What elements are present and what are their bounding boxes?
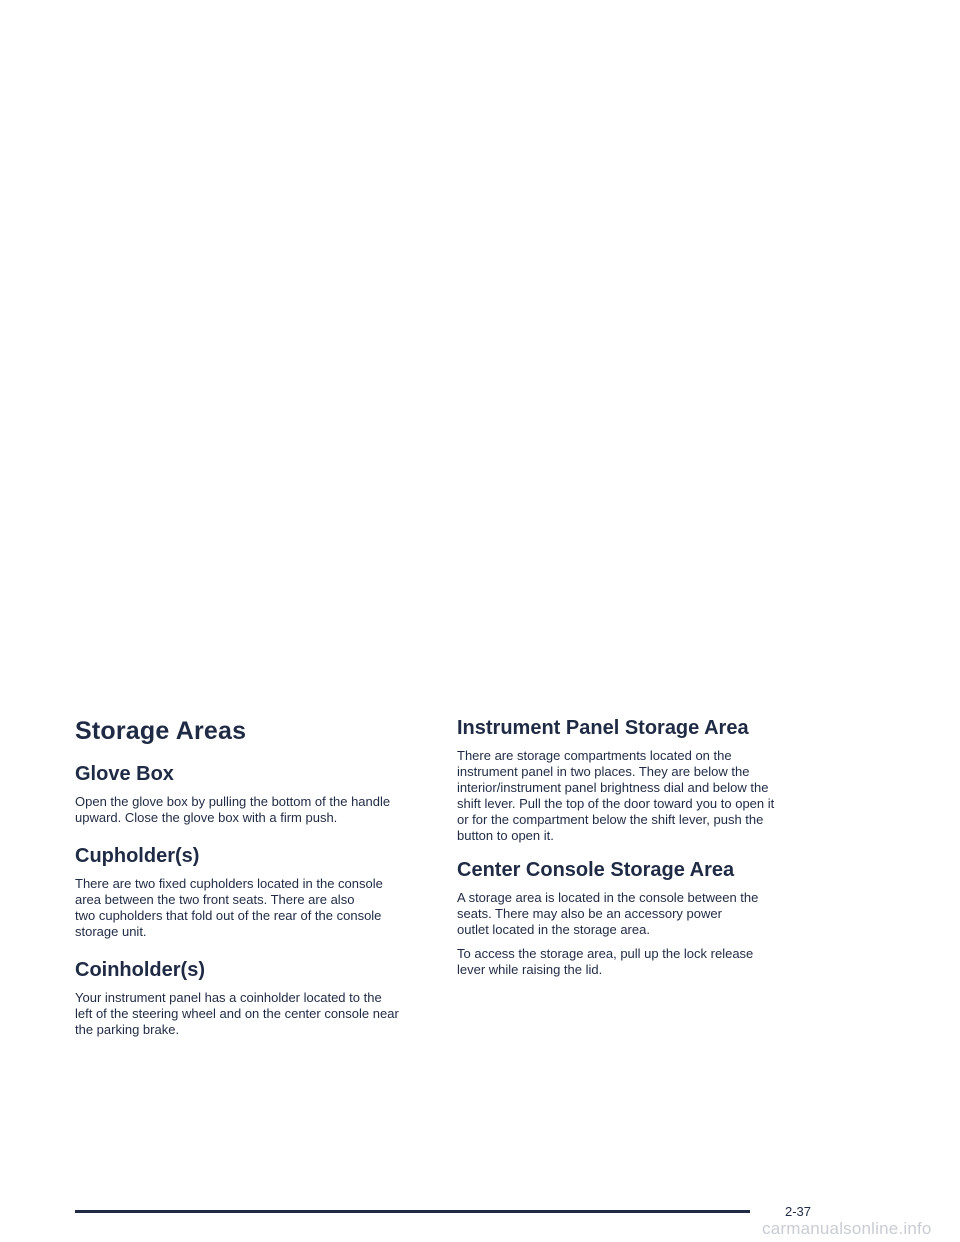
right-column <box>457 716 825 992</box>
section-heading: Center Console Storage Area <box>457 859 735 881</box>
section-paragraph: A storage area is located in the console between the seats. There may also be an accessory power outlet located in the storage area. <box>457 890 759 937</box>
page-number: 2-37 <box>785 1204 812 1219</box>
section-instrument-panel-storage <box>457 716 825 844</box>
footer-rule <box>75 1210 750 1213</box>
watermark: carmanualsonline.info <box>762 1219 932 1238</box>
section-heading: Glove Box <box>75 763 174 785</box>
page-title: Storage Areas <box>75 717 247 745</box>
section-paragraph: There are storage compartments located on the instrument panel in two places. They are below the interior/instrument panel brightness dial and below the shift lever. Pull the top of the door toward you to open it or for the compartment below the shift lever, push the button to open it. <box>457 748 775 843</box>
section-heading: Coinholder(s) <box>75 959 205 981</box>
section-glove-box <box>75 762 437 826</box>
section-paragraph: Your instrument panel has a coinholder located to the left of the steering wheel and on the center console near the parking brake. <box>75 990 399 1037</box>
section-heading: Cupholder(s) <box>75 845 200 867</box>
section-cupholders <box>75 844 437 940</box>
section-paragraph: To access the storage area, pull up the lock release lever while raising the lid. <box>457 946 754 977</box>
section-coinholders <box>75 958 437 1038</box>
section-paragraph: Open the glove box by pulling the bottom of the handle upward. Close the glove box with a firm push. <box>75 794 391 825</box>
section-heading: Instrument Panel Storage Area <box>457 717 749 739</box>
section-center-console-storage <box>457 858 825 978</box>
left-column <box>75 716 437 1052</box>
section-paragraph: There are two fixed cupholders located in the console area between the two front seats. There are also two cupholders that fold out of the rear of the console storage unit. <box>75 876 383 939</box>
